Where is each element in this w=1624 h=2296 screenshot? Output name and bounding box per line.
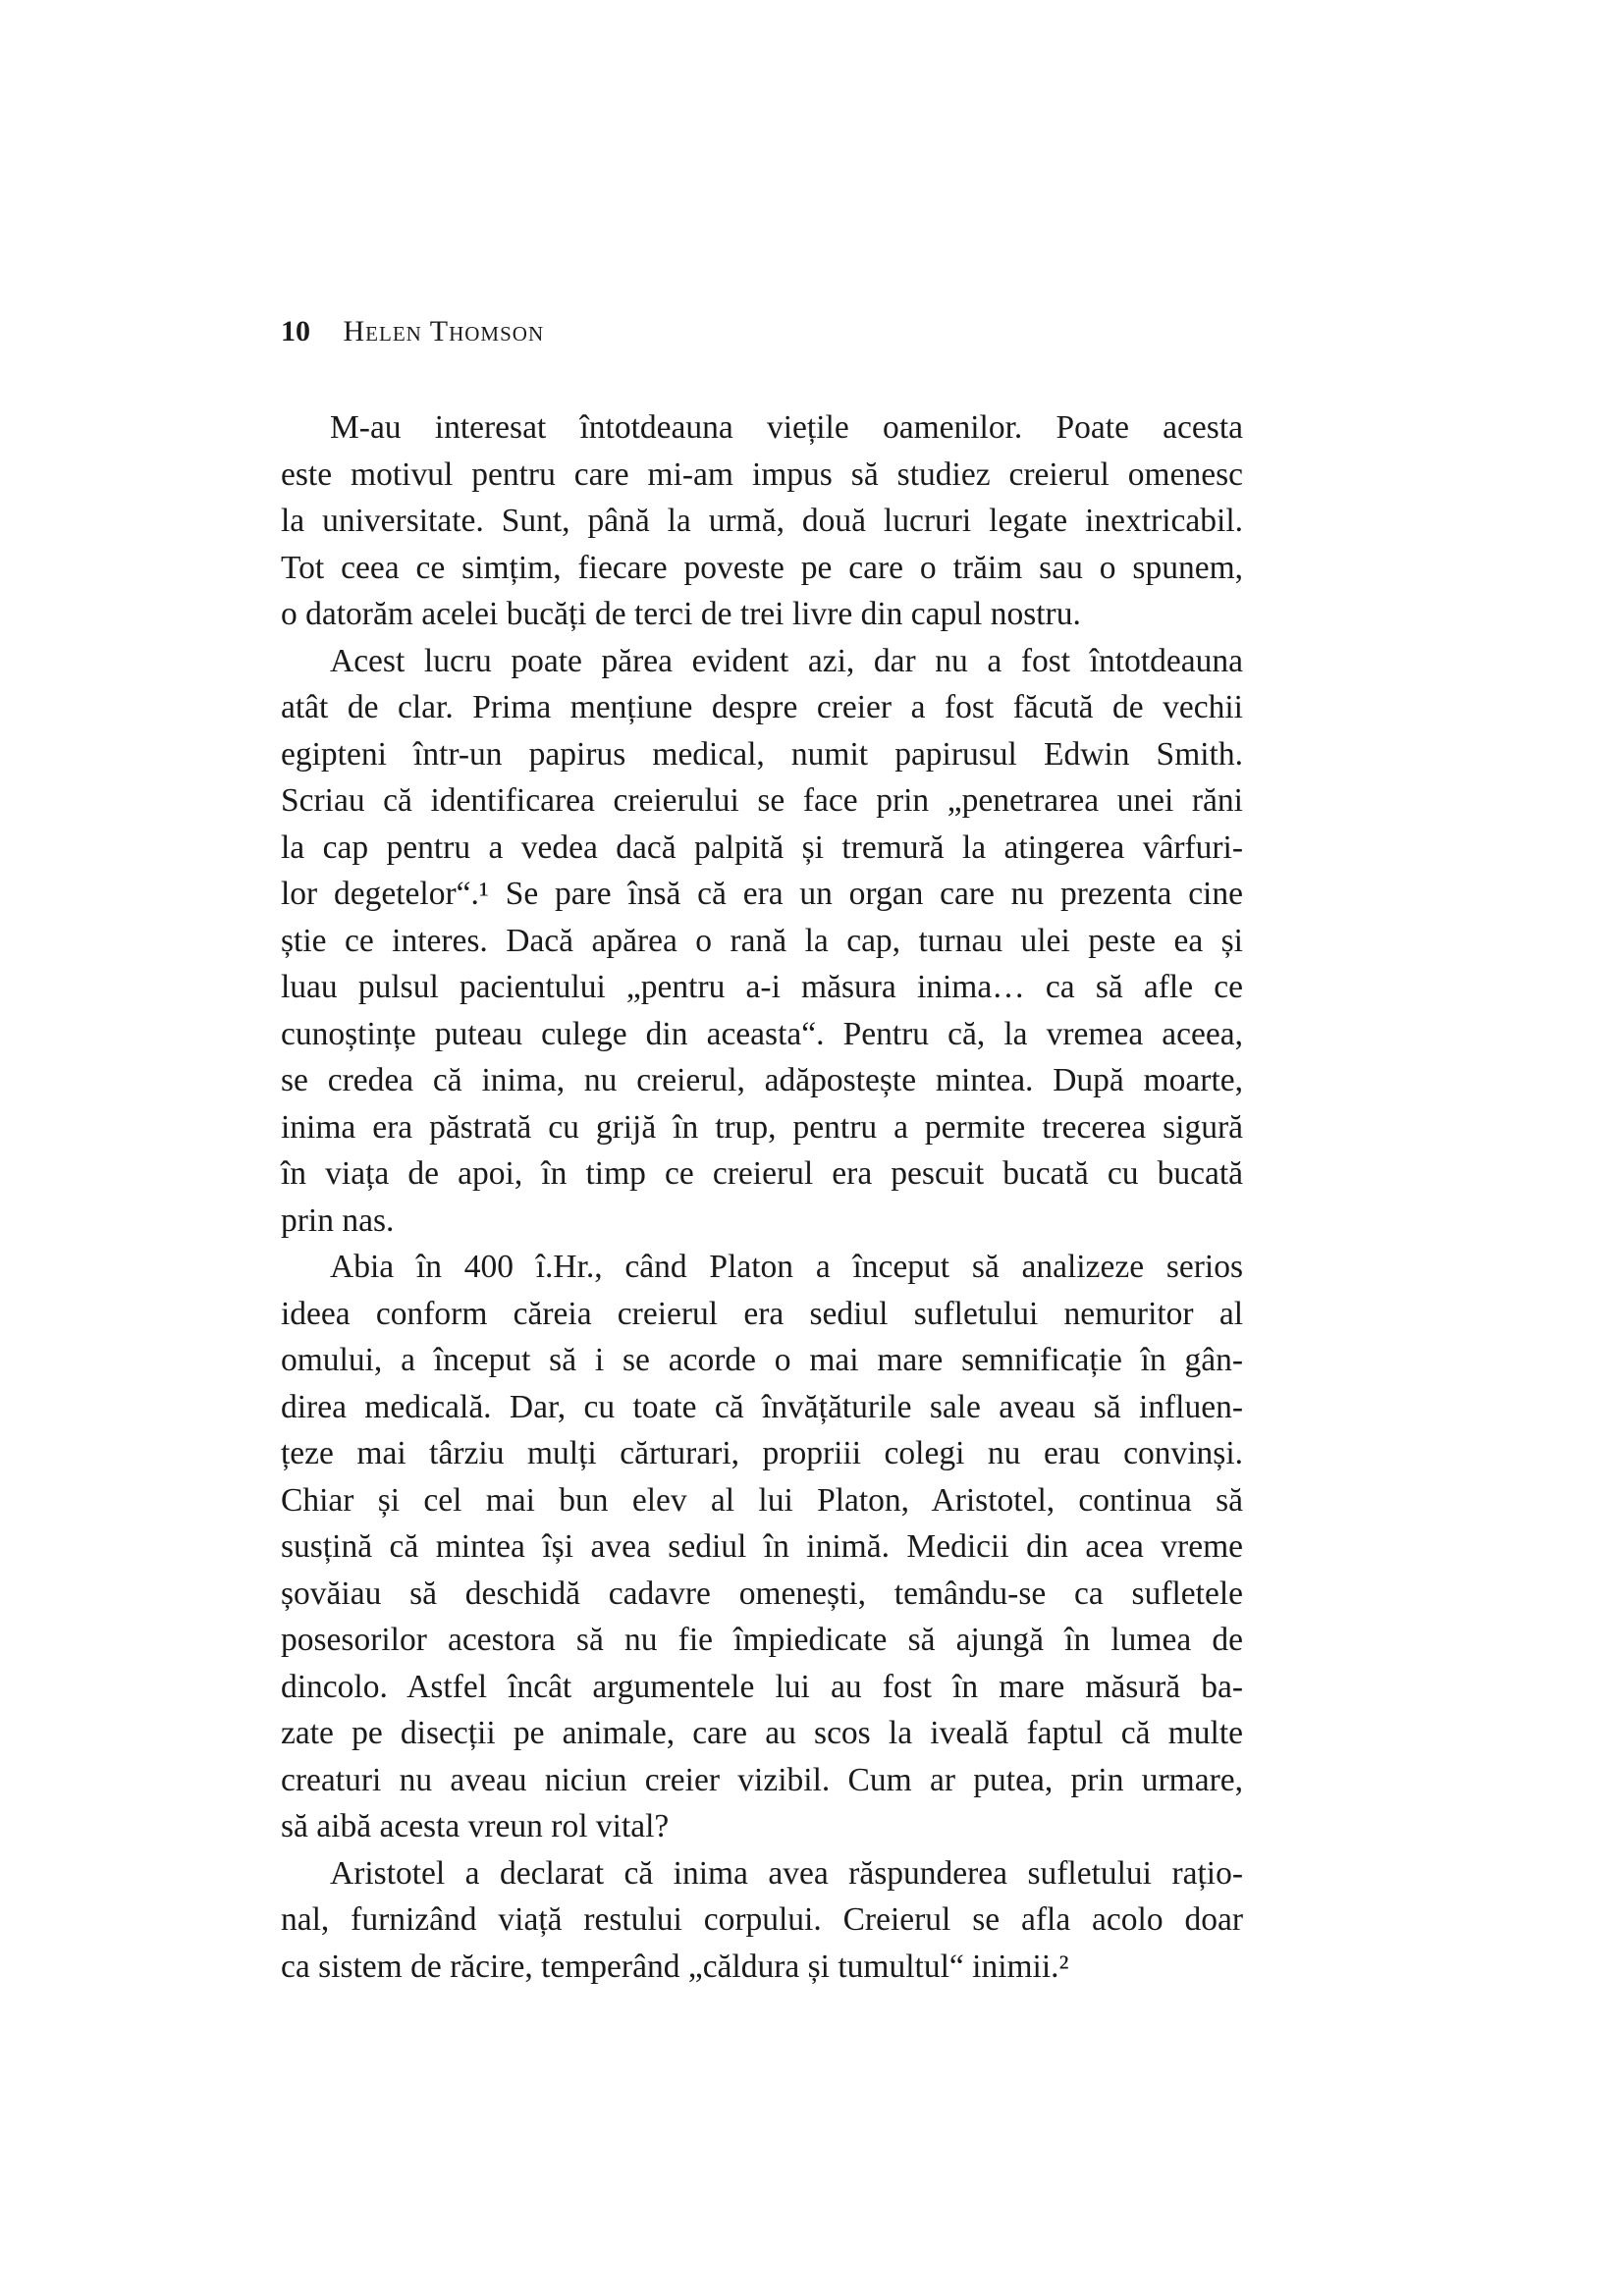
- text-line: cunoștințe puteau culege din aceasta“. Pentru că, la vremea aceea,: [281, 1015, 1243, 1052]
- text-line: la universitate. Sunt, până la urmă, două lucruri legate inextricabil.: [281, 503, 1243, 539]
- text-line: Tot ceea ce simțim, fiecare poveste pe care o trăim sau o spunem,: [281, 549, 1243, 586]
- text-line: nal, furnizând viață restului corpului. Creierul se afla acolo doar: [281, 1901, 1243, 1938]
- paragraph: [281, 404, 1243, 638]
- text-line: ca sistem de răcire, temperând „căldura și tumultul“ inimii.²: [281, 1948, 1069, 1985]
- text-line: Scriau că identificarea creierului se face prin „penetrarea unei răni: [281, 782, 1243, 819]
- text-line: o datorăm acelei bucăți de terci de trei livre din capul nostru.: [281, 596, 1081, 632]
- body-text: [281, 404, 1243, 1990]
- text-line: atât de clar. Prima mențiune despre creier a fost făcută de vechii: [281, 689, 1243, 725]
- text-line: Aristotel a declarat că inima avea răspunderea sufletului rațio-: [330, 1854, 1243, 1892]
- text-line: ideea conform căreia creierul era sediul sufletului nemuritor al: [281, 1295, 1243, 1332]
- text-line: dincolo. Astfel încât argumentele lui au fost în mare măsură ba-: [281, 1668, 1243, 1705]
- paragraph: [281, 638, 1243, 1245]
- page-number: 10: [281, 315, 310, 347]
- text-line: Chiar și cel mai bun elev al lui Platon, Aristotel, continua să: [281, 1481, 1243, 1519]
- running-header: [281, 312, 544, 351]
- text-line: Abia în 400 î.Hr., când Platon a început să analizeze serios: [330, 1249, 1243, 1285]
- text-line: susțină că mintea își avea sediul în inimă. Medicii din acea vreme: [281, 1528, 1243, 1565]
- text-line: se credea că inima, nu creierul, adăpostește mintea. După moarte,: [281, 1062, 1243, 1098]
- text-line: să aibă acesta vreun rol vital?: [281, 1808, 670, 1844]
- text-line: prin nas.: [281, 1201, 395, 1239]
- text-line: inima era păstrată cu grijă în trup, pentru a permite trecerea sigură: [281, 1108, 1243, 1146]
- text-line: creaturi nu aveau niciun creier vizibil. Cum ar putea, prin urmare,: [281, 1761, 1243, 1798]
- paragraph: [281, 1850, 1243, 1991]
- paragraph: [281, 1244, 1243, 1850]
- text-line: lor degetelor“.¹ Se pare însă că era un organ care nu prezenta cine: [281, 876, 1243, 912]
- text-line: direa medicală. Dar, cu toate că învățăturile sale aveau să influen-: [281, 1388, 1243, 1425]
- text-line: egipteni într-un papirus medical, numit papirusul Edwin Smith.: [281, 735, 1243, 773]
- text-line: posesorilor acestora să nu fie împiedicate să ajungă în lumea de: [281, 1622, 1243, 1658]
- author-name: Helen Thomson: [343, 315, 545, 347]
- text-line: Acest lucru poate părea evident azi, dar nu a fost întotdeauna: [330, 642, 1243, 679]
- text-line: știe ce interes. Dacă apărea o rană la cap, turnau ulei peste ea și: [281, 922, 1243, 959]
- text-line: în viața de apoi, în timp ce creierul era pescuit bucată cu bucată: [281, 1155, 1243, 1192]
- text-line: la cap pentru a vedea dacă palpită și tremură la atingerea vârfuri-: [281, 828, 1243, 866]
- text-line: luau pulsul pacientului „pentru a-i măsura inima… ca să afle ce: [281, 969, 1243, 1005]
- text-line: țeze mai târziu mulți cărturari, propriii colegi nu erau convinși.: [281, 1435, 1243, 1471]
- text-line: este motivul pentru care mi-am impus să studiez creierul omenesc: [281, 455, 1243, 493]
- text-line: șovăiau să deschidă cadavre omenești, temându-se ca sufletele: [281, 1575, 1243, 1612]
- text-line: M-au interesat întotdeauna viețile oamenilor. Poate acesta: [330, 409, 1243, 446]
- text-line: omului, a început să i se acorde o mai mare semnificație în gân-: [281, 1342, 1243, 1378]
- text-line: zate pe disecții pe animale, care au scos la iveală faptul că multe: [281, 1715, 1243, 1751]
